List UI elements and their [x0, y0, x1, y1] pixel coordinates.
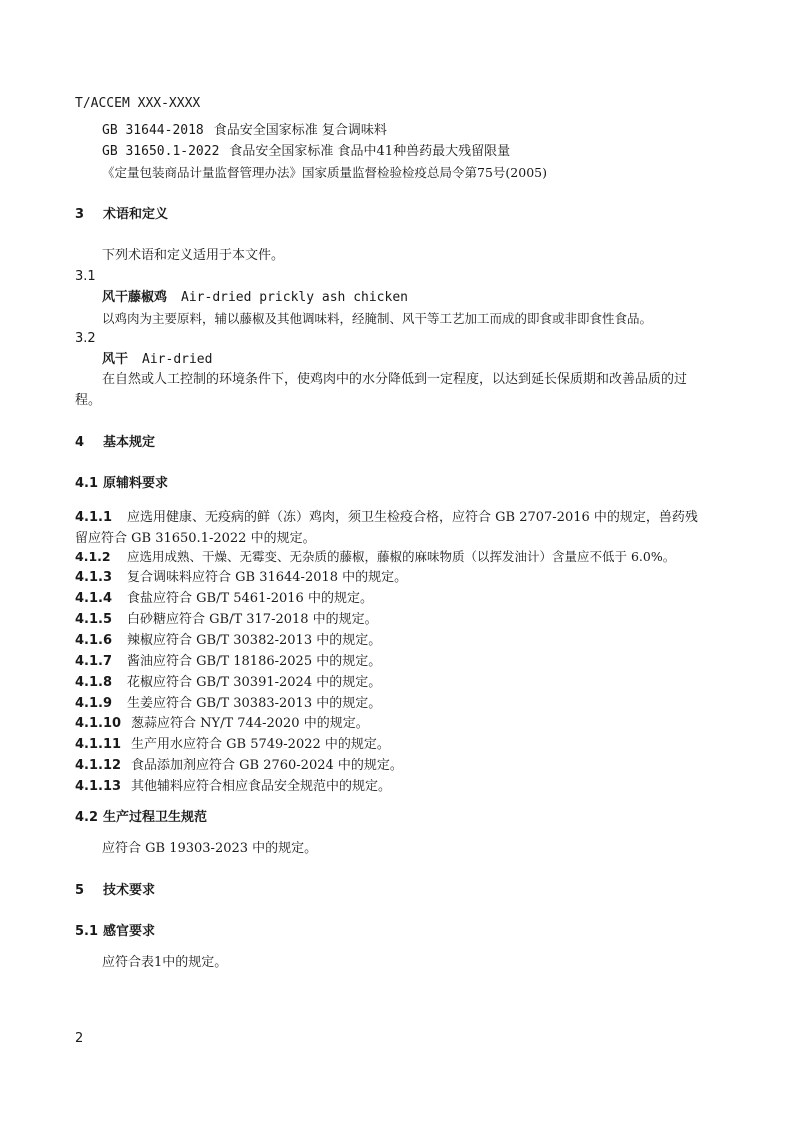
- reference-title: 食品安全国家标准 食品中41种兽药最大残留限量: [229, 144, 511, 159]
- term-3-2-number: 3.2: [75, 331, 96, 346]
- clause-4-1-10: 4.1.10 葱蒜应符合 NY/T 744-2020 中的规定。: [75, 716, 369, 731]
- clause-4-1-4: 4.1.4 食盐应符合 GB/T 5461-2016 中的规定。: [75, 591, 373, 606]
- clause-4-1-7: 4.1.7 酱油应符合 GB/T 18186-2025 中的规定。: [75, 654, 382, 669]
- clause-4-1-6: 4.1.6 辣椒应符合 GB/T 30382-2013 中的规定。: [75, 633, 382, 648]
- section-3-heading: 3 术语和定义: [75, 207, 169, 222]
- section-4-2-heading: 4.2 生产过程卫生规范: [75, 810, 208, 825]
- reference-title: 食品安全国家标准 复合调味料: [213, 123, 387, 138]
- reference-code: GB 31644-2018: [102, 123, 204, 138]
- section-5-heading: 5 技术要求: [75, 883, 156, 898]
- term-3-2-name: 风干 Air-dried: [102, 352, 213, 367]
- section-4-heading: 4 基本规定: [75, 435, 156, 450]
- clause-4-1-13: 4.1.13 其他辅料应符合相应食品安全规范中的规定。: [75, 779, 392, 794]
- reference-2: [102, 144, 510, 160]
- term-3-1-definition: 以鸡肉为主要原料，辅以藤椒及其他调味料，经腌制、风干等工艺加工而成的即食或非即食性食品。: [102, 311, 653, 326]
- section-5-1-heading: 5.1 感官要求: [75, 924, 156, 939]
- section-3-intro: 下列术语和定义适用于本文件。: [102, 248, 285, 263]
- clause-4-1-12: 4.1.12 食品添加剂应符合 GB 2760-2024 中的规定。: [75, 758, 403, 773]
- document-id: T/ACCEM XXX-XXXX: [75, 96, 201, 111]
- section-5-1-text: 应符合表1中的规定。: [102, 955, 228, 970]
- term-3-1-name: 风干藤椒鸡 Air-dried prickly ash chicken: [102, 290, 408, 305]
- reference-3: 《定量包装商品计量监督管理办法》国家质量监督检验检疫总局令第75号(2005): [102, 165, 547, 180]
- clause-4-1-8: 4.1.8 花椒应符合 GB/T 30391-2024 中的规定。: [75, 675, 382, 690]
- clause-4-1-2: 4.1.2 应选用成熟、干燥、无霉变、无杂质的藤椒，藤椒的麻味物质（以挥发油计）含量应不低于 6.0%。: [75, 549, 676, 564]
- clause-4-1-3: 4.1.3 复合调味料应符合 GB 31644-2018 中的规定。: [75, 570, 408, 585]
- reference-1: [102, 123, 387, 139]
- section-4-1-heading: 4.1 原辅料要求: [75, 476, 169, 491]
- reference-code: GB 31650.1-2022: [102, 144, 220, 159]
- clause-4-1-1: 4.1.1 应选用健康、无疫病的鲜（冻）鸡肉，须卫生检疫合格，应符合 GB 2707-2016 中的规定，兽药残留应符合 GB 31650.1-2022 中的规定。: [75, 510, 698, 546]
- clause-4-1-5: 4.1.5 白砂糖应符合 GB/T 317-2018 中的规定。: [75, 612, 378, 627]
- term-3-1-number: 3.1: [75, 269, 96, 284]
- clause-4-1-9: 4.1.9 生姜应符合 GB/T 30383-2013 中的规定。: [75, 696, 382, 711]
- term-3-2-definition: 在自然或人工控制的环境条件下，使鸡肉中的水分降低到一定程度，以达到延长保质期和改善品质的过程。: [75, 372, 688, 408]
- page-number: 2: [75, 1031, 84, 1046]
- clause-4-1-11: 4.1.11 生产用水应符合 GB 5749-2022 中的规定。: [75, 737, 390, 752]
- section-4-2-text: 应符合 GB 19303-2023 中的规定。: [102, 841, 318, 856]
